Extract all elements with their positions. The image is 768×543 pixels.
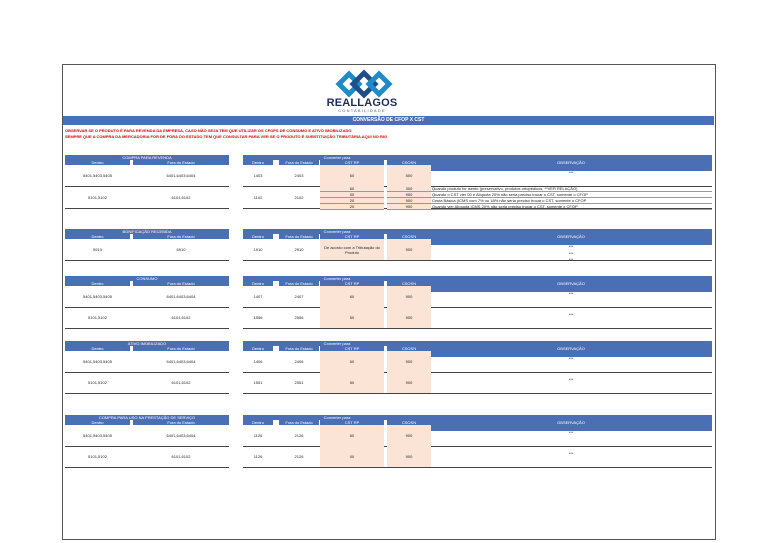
cfop-dentro: 5101,5102: [88, 194, 107, 200]
col-observacao-header: OBSERVAÇÃO: [430, 341, 712, 357]
conv-dentro: 1406: [253, 359, 263, 364]
cfop-fora: 6401,6403,6404: [166, 173, 196, 178]
conv-fora: 2407: [294, 294, 304, 299]
conv-fora: 2102: [294, 194, 304, 200]
col-dentro-header: Dentro: [65, 420, 130, 425]
col-observacao-header: OBSERVAÇÃO: [430, 276, 712, 292]
col-dentro-header: Dentro: [65, 160, 130, 165]
csosn-value: 900: [387, 307, 431, 328]
csosn-value: 900: [387, 425, 431, 446]
col-csosn-header: CSOSN: [387, 234, 431, 239]
cst-value: 60: [320, 425, 384, 446]
col-conv-fora-header: Fora do Estado: [279, 160, 319, 165]
cfop-dentro: 5401,5403,5405: [83, 294, 112, 299]
conv-dentro: 1126: [253, 454, 263, 459]
csosn-value: 900: [387, 372, 431, 393]
conv-fora: 2126: [294, 454, 304, 459]
col-cst-header: CST RP: [320, 234, 384, 239]
observacao-value: ***: [568, 170, 574, 175]
note-revenda: OBSERVAR SE O PRODUTO É PARA REVENDA DA EMPRESA, CASO NÃO SEJA TEM QUE UTILIZAR OS CFOPS DE CONSUMO E ATIVO IMOBILIZADO: [65, 128, 352, 133]
cfop-fora: 6101,6102: [171, 454, 191, 459]
col-cst-header: CST RP: [320, 281, 384, 286]
page-title: CONVERSÃO DE CFOP X CST: [63, 116, 714, 125]
col-observacao-header: OBSERVAÇÃO: [430, 229, 712, 245]
cfop-fora: 6401,6403,6404: [166, 359, 196, 364]
col-fora-header: Fora do Estado: [133, 160, 229, 165]
converter-header: Converter para: [243, 341, 431, 346]
sub-row-divider: [430, 209, 712, 210]
observacao-value: ***: [568, 430, 574, 435]
observacao-value: Cesta Básica (ICMS com 7% ou 18% não seria preciso trocar o CST, somente o CFOP: [432, 198, 587, 203]
observacao-value: ***: [568, 451, 574, 456]
col-conv-dentro-header: Dentro: [243, 420, 273, 425]
row-divider: [243, 467, 712, 468]
conv-dentro: 1126: [253, 433, 263, 438]
col-conv-fora-header: Fora do Estado: [279, 281, 319, 286]
converter-header: Converter para: [243, 415, 431, 420]
col-cst-header: CST RP: [320, 160, 384, 165]
col-cst-header: CST RP: [320, 346, 384, 351]
cfop-fora: 6101,6102: [171, 380, 191, 385]
cst-value: 50: [320, 372, 384, 393]
conv-fora: 2556: [294, 315, 304, 320]
observacao-value: Quando produto for isento (preservativo, produtos ortopédicos, **VER RELAÇÃO): [432, 186, 578, 191]
col-cst-header: CST RP: [320, 420, 384, 425]
col-conv-dentro-header: Dentro: [243, 281, 273, 286]
cst-value: 60: [320, 186, 384, 192]
conv-dentro: 1403: [253, 173, 263, 178]
col-fora-header: Fora do Estado: [133, 420, 229, 425]
col-observacao-header: OBSERVAÇÃO: [430, 415, 712, 431]
observacao-value: ***: [568, 356, 574, 361]
conv-dentro: 1102: [253, 194, 263, 200]
col-fora-header: Fora do Estado: [133, 234, 229, 239]
cst-value: 60: [320, 351, 384, 372]
csosn-value: 900: [387, 286, 431, 307]
observacao-value: ***: [568, 312, 574, 317]
conv-dentro: 1910: [253, 247, 263, 252]
csosn-value: 900: [387, 204, 431, 210]
cfop-fora: 6910: [176, 247, 186, 252]
observacao-extra: ***: [568, 251, 574, 256]
observacao-value: ***: [568, 244, 574, 249]
cfop-dentro: 5910: [93, 247, 102, 252]
section-title: CONSUMO: [65, 276, 229, 281]
section-title: COMPRA PARA USO NA PRESTAÇÃO DE SERVIÇO: [65, 415, 229, 420]
observacao-extra: ***: [568, 257, 574, 262]
csosn-value: 900: [387, 239, 431, 260]
conv-dentro: 1407: [253, 294, 263, 299]
col-conv-dentro-header: Dentro: [243, 234, 273, 239]
converter-header: Converter para: [243, 229, 431, 234]
csosn-value: 900: [387, 192, 431, 198]
note-substituicao: SEMPRE QUE A COMPRA DA MERCADORIA FOR DE FORA DO ESTADO TEM QUE CONSULTAR PARA VER SE O PRODUTO É SUBSTITUIÇÃO TRIBUTÁRIA AQUI NO RIO: [65, 134, 388, 139]
conv-fora: 2406: [294, 359, 304, 364]
csosn-value: 900: [387, 198, 431, 204]
col-conv-dentro-header: Dentro: [243, 160, 273, 165]
cfop-fora: 6401,6403,6404: [166, 433, 196, 438]
csosn-value: 900: [387, 446, 431, 467]
cst-value: 20: [320, 198, 384, 204]
cst-value: 50: [320, 307, 384, 328]
cfop-fora: 6401,6403,6404: [166, 294, 196, 299]
row-divider: [65, 467, 229, 468]
row-divider: [243, 328, 712, 329]
row-divider: [65, 393, 229, 394]
cst-value: 00: [320, 446, 384, 467]
conv-fora: 2403: [294, 173, 304, 178]
cst-value: 60: [320, 286, 384, 307]
col-conv-fora-header: Fora do Estado: [279, 346, 319, 351]
col-csosn-header: CSOSN: [387, 160, 431, 165]
row-divider: [65, 328, 229, 329]
conv-dentro: 1556: [253, 315, 263, 320]
col-csosn-header: CSOSN: [387, 346, 431, 351]
csosn-value: 300: [387, 186, 431, 192]
row-divider: [65, 260, 229, 261]
cst-value: De acordo com a Tributação do Produto: [320, 239, 384, 260]
csosn-value: 500: [387, 165, 431, 186]
cfop-dentro: 5101,5102: [88, 315, 107, 320]
conv-fora: 2126: [294, 433, 304, 438]
col-dentro-header: Dentro: [65, 281, 130, 286]
conv-fora: 2551: [294, 380, 304, 385]
cfop-fora: 6101,6102: [171, 315, 191, 320]
row-divider: [243, 393, 712, 394]
section-title: COMPRA PARA REVENDA: [65, 155, 229, 160]
cfop-fora: 6101,6102: [171, 194, 191, 200]
brand-tagline: CONTABILIDADE: [338, 108, 386, 113]
col-csosn-header: CSOSN: [387, 281, 431, 286]
conv-dentro: 1551: [253, 380, 263, 385]
col-fora-header: Fora do Estado: [133, 281, 229, 286]
observacao-value: ***: [568, 291, 574, 296]
cfop-dentro: 5401,5403,5405: [83, 359, 112, 364]
col-conv-fora-header: Fora do Estado: [279, 420, 319, 425]
col-conv-fora-header: Fora do Estado: [279, 234, 319, 239]
cfop-dentro: 5401,5403,5405: [83, 173, 112, 178]
observacao-value: ***: [568, 377, 574, 382]
observacao-value: Quando vier Alíquota ICMS 20% não seria preciso trocar o CST, somente o CFOP: [432, 204, 578, 209]
cfop-dentro: 5401,5403,5405: [83, 433, 112, 438]
col-fora-header: Fora do Estado: [133, 346, 229, 351]
col-dentro-header: Dentro: [65, 346, 130, 351]
col-dentro-header: Dentro: [65, 234, 130, 239]
section-title: BONIFICAÇÃO RECEBIDA: [65, 229, 229, 234]
cfop-dentro: 5101,5102: [88, 380, 107, 385]
row-divider: [65, 208, 229, 209]
converter-header: Converter para: [243, 155, 431, 160]
converter-header: Converter para: [243, 276, 431, 281]
observacao-value: Quando o CST vier 00 e Alíquota 20% não seria preciso trocar o CST, somente o CFOP: [432, 192, 588, 197]
col-csosn-header: CSOSN: [387, 420, 431, 425]
cfop-dentro: 5101,5102: [88, 454, 107, 459]
csosn-value: 900: [387, 351, 431, 372]
cst-value: 00: [320, 192, 384, 198]
brand-name: REALLAGOS: [326, 97, 398, 109]
section-title: ATIVO IMOBILIZADO: [65, 341, 229, 346]
cst-value: 60: [320, 165, 384, 186]
conv-fora: 2910: [294, 247, 304, 252]
col-observacao-header: OBSERVAÇÃO: [430, 155, 712, 171]
col-conv-dentro-header: Dentro: [243, 346, 273, 351]
cst-value: 20: [320, 204, 384, 210]
